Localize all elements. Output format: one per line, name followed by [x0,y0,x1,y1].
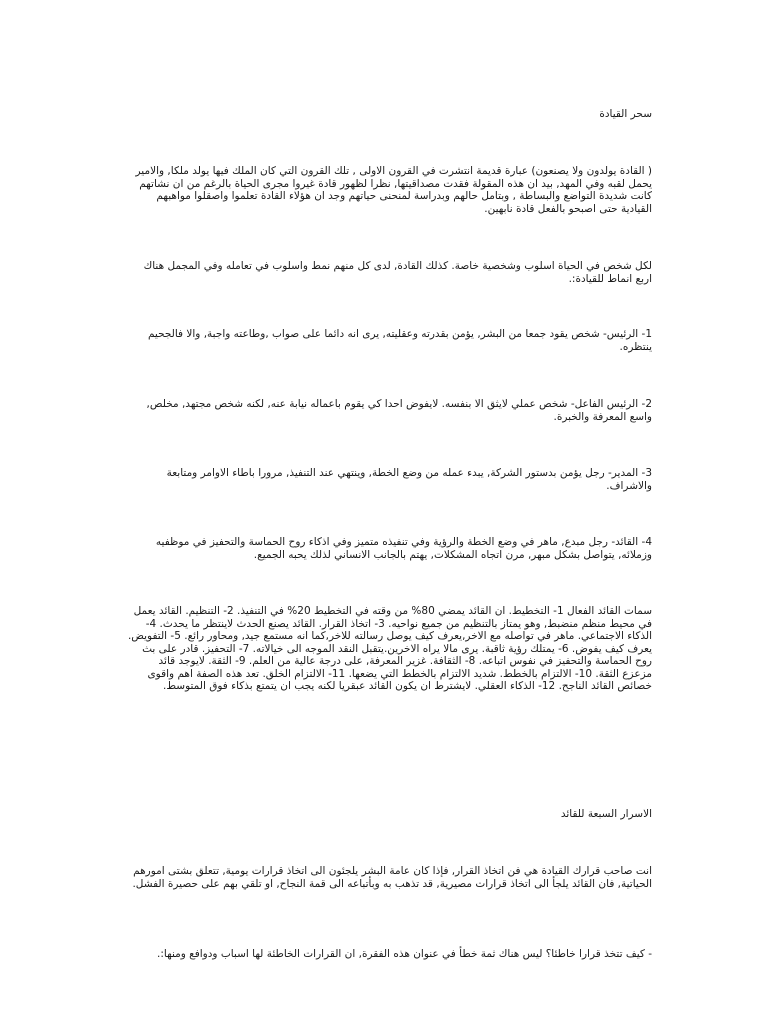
style-4-paragraph: 4- القائد- رجل مبدع, ماهر في وضع الخطة والرؤية وفي تنفيذه متميز وفي اذكاء روح الحماسة والتحفيز في موظفيه وزملائه, يتواصل بشكل مبهر, مرن اتجاه المشكلات, يهتم بالجانب الانساني لذلك يحبه الجميع. [155,536,652,561]
style-1-paragraph: 1- الرئيس- شخص يقود جمعا من البشر, يؤمن بقدرته وعقليته, يرى انه دائما على صواب ,وطاعته واجبة, والا فالجحيم ينتظره. [147,328,652,353]
style-2-paragraph: 2- الرئيس الفاعل- شخص عملي لايثق الا بنفسه. لايفوض احدا كي يقوم باعماله نيابة عنه, لكنه شخص مجتهد, مخلص, واسع المعرفة والخبرة. [146,398,652,423]
section-heading: الاسرار السبعة للقائد [560,808,652,820]
leadership-styles-paragraph: لكل شخص في الحياة اسلوب وشخصية خاصة. كذلك القادة, لدى كل منهم نمط واسلوب في تعامله وفي المجمل هناك اربع انماط للقيادة:. [143,260,652,285]
leader-traits-paragraph: سمات القائد الفعال 1- التخطيط. ان القائد يمضي 80% من وقته في التخطيط 20% في التنفيذ. 2- التنظيم. القائد يعمل في محيط منظم منضبط, وهو يمتاز بالتنظيم من جميع نواحيه. 3- اتخاذ القرار. القائد يصنع الحدث لاينتظر ما يحدث. 4- الذكاء الاجتماعي. ماهر في تواصله مع الاخر,يعرف كيف يوصل رسالته للاخر,كما انه مستمع جيد, ومحاور رائع. 5- التفويض. يعرف كيف يفوض. 6- يمتلك رؤية ثاقبة. يرى مالا يراه الاخرين.يتقبل النقد الموجه الى خيالاته. 7- التحفيز. قادر على بث روح الحماسة والتحفيز في نفوس اتباعه. 8- الثقافة. غزير المعرفة, على درجة عالية من العلم. 9- الثقة. لايوجد قائد مزعزع الثقة. 10- الالتزام بالخطط. شديد الالتزام بالخطط التي يضعها. 11- الالتزام الخلق. تعد هذه الصفة اهم واقوى خصائص القائد الناجح. 12- الذكاء العقلي. لايشترط ان يكون القائد عبقريا لكنه يجب ان يتمتع بذكاء فوق المتوسط. [127,605,652,692]
decision-paragraph: انت صاحب قرارك القيادة هي فن اتخاذ القرار, فإذا كان عامة البشر يلجئون الى اتخاذ قرارات يومية, تتعلق بشتى امورهم الحياتية, فان القائد يلجأ الى اتخاذ قرارات مصيرية, قد تذهب به وبأتباعه الى قمة النجاح, او تلقي بهم على حصيرة الفشل. [132,865,652,890]
document-title: سحر القيادة [599,108,652,120]
wrong-decision-paragraph: - كيف تتخذ قرارا خاطئا؟ ليس هناك ثمة خطأ في عنوان هذه الفقرة, ان القرارات الخاطئة لها اسباب ودوافع ومنها:. [157,948,652,960]
style-3-paragraph: 3- المدير- رجل يؤمن بدستور الشركة, يبدء عمله من وضع الخطة, وينتهي عند التنفيذ, مرورا باطاء الاوامر ومتابعة والاشراف. [166,467,652,492]
intro-paragraph: ( القادة يولدون ولا يصنعون) عبارة قديمة انتشرت في القرون الاولى , تلك القرون التي كان الملك فيها يولد ملكا, والامير يحمل لقبه وفي المهد, بيد ان هذه المقولة فقدت مصداقيتها, نظرا لظهور قادة غيروا مجرى الحياة بالرغم من ان نشاتهم كانت شديدة التواضع والبساطة , وبتامل حالهم وبدراسة لمنحنى حياتهم وجد ان هؤلاء القادة تعلموا واصقلوا مواهبهم القيادية حتى اصبحو بالفعل قادة نابهين. [135,165,652,215]
